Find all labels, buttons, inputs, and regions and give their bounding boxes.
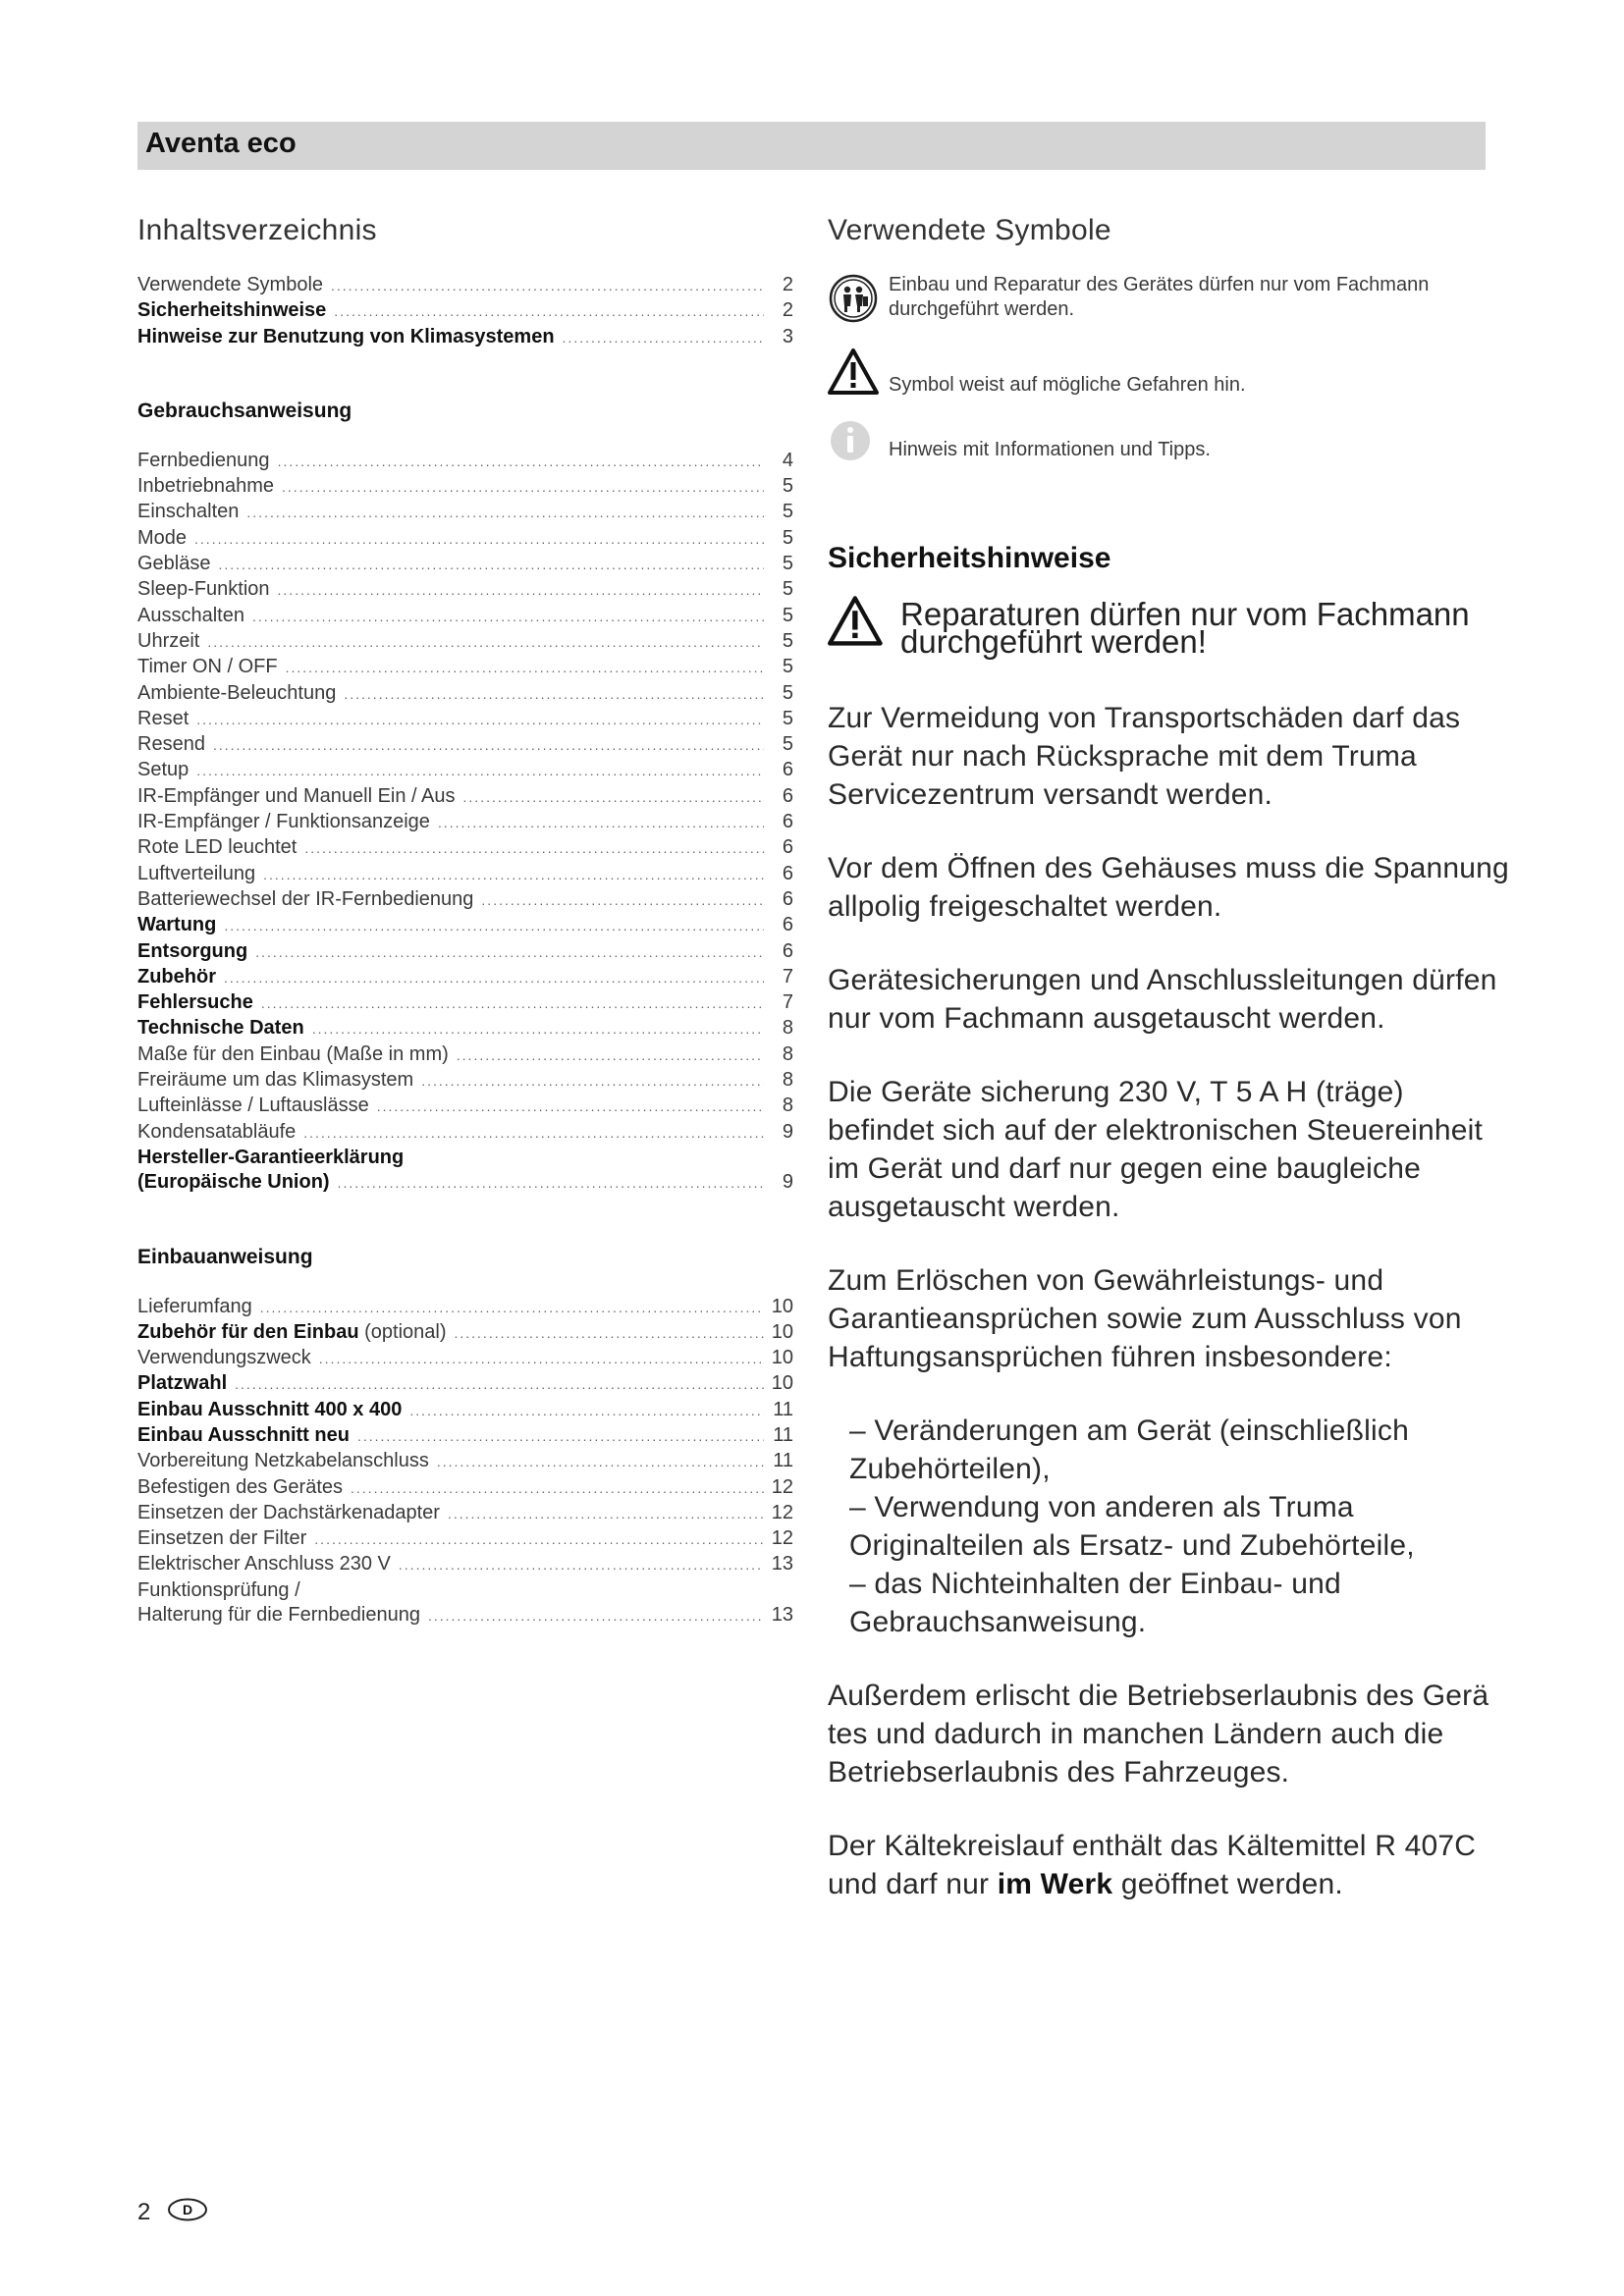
toc-leader: [196, 708, 764, 732]
toc-entry-title: Batteriewechsel der IR-Fernbedienung: [137, 887, 474, 910]
toc-entry[interactable]: [137, 526, 793, 552]
list-item: – das Nichteinhalten der Einbau- und Gebrauchsanweisung.: [849, 1568, 1341, 1638]
toc-entry[interactable]: Halterung für die Fernbedienung ..... 13: [137, 1603, 793, 1629]
toc-entry-title: Fehlersuche: [137, 991, 253, 1014]
toc-entry-page: 8: [782, 1042, 793, 1065]
toc-entry-title: Platzwahl: [137, 1372, 228, 1395]
toc-entry[interactable]: [137, 887, 793, 913]
toc-entry-title: Freiräume um das Klimasystem: [137, 1069, 414, 1092]
toc-entry[interactable]: Funktionsprüfung /: [137, 1578, 300, 1601]
toc-entry-title: Befestigen des Gerätes: [137, 1475, 344, 1498]
list-item: – Verwendung von anderen als Truma Originalteilen als Ersatz- und Zubehörteile,: [849, 1491, 1415, 1562]
toc-entry-page: 11: [773, 1450, 793, 1472]
toc-entry[interactable]: [137, 500, 793, 525]
toc-leader: [377, 1095, 764, 1119]
toc-entry-title: Lieferumfang: [137, 1295, 252, 1317]
toc-entry-title: Mode: [137, 526, 188, 549]
list-item: – Veränderungen am Gerät (einschließlich Zubehörteilen),: [849, 1415, 1409, 1485]
toc-leader: [457, 1043, 764, 1068]
toc-entry-page: 5: [782, 526, 793, 549]
safety-warning-text: Reparaturen dürfen nur vom Fachmann durchgeführt werden!: [900, 596, 1470, 660]
toc-entry-page: 5: [782, 578, 793, 601]
toc-entry[interactable]: [137, 629, 793, 655]
toc-leader: [454, 1321, 763, 1346]
page-footer: [137, 2197, 209, 2227]
symbol-technician: [828, 273, 1515, 328]
toc-entry-title: Verwendungszweck: [137, 1347, 311, 1369]
toc-leader: [314, 1527, 763, 1552]
toc-leader: [344, 682, 764, 707]
toc-leader: [357, 1424, 764, 1449]
toc-leader: [194, 527, 764, 552]
toc-entry-page: 5: [782, 656, 793, 678]
toc-entry-page: 6: [782, 914, 793, 936]
toc-entry[interactable]: [137, 474, 793, 500]
toc-entry[interactable]: [137, 298, 793, 324]
toc-entry-page: 5: [782, 604, 793, 626]
toc-entry-page: 13: [771, 1553, 793, 1575]
toc-entry[interactable]: [137, 990, 793, 1016]
toc-warranty: [137, 1146, 793, 1197]
symbol-technician-text: Einbau und Reparatur des Gerätes dürfen nur vom Fachmann durchgeführt werden.: [889, 274, 1430, 320]
safety-paragraph: Zur Vermeidung von Transportschäden darf das Gerät nur nach Rücksprache mit dem Truma Servicezentrum versandt werden.: [828, 702, 1461, 811]
toc-entry[interactable]: [137, 913, 793, 938]
symbol-warning-text: Symbol weist auf mögliche Gefahren hin.: [889, 374, 1246, 396]
toc-entry-page: 2: [782, 299, 793, 322]
toc-entry[interactable]: [137, 1320, 793, 1346]
toc-entry-page: 6: [782, 939, 793, 962]
toc-entry-page: 8: [782, 1095, 793, 1117]
toc-entry[interactable]: [137, 552, 793, 577]
toc-entry[interactable]: [137, 1094, 793, 1119]
toc-entry-page: 5: [782, 553, 793, 575]
warning-triangle-icon: [828, 593, 887, 652]
toc-entry-page: 12: [771, 1501, 793, 1523]
toc-entry[interactable]: [137, 1042, 793, 1068]
toc-entry-title: Entsorgung: [137, 939, 248, 962]
safety-paragraph: Zum Erlöschen von Gewährleistungs- und Garantieansprüchen sowie zum Ausschluss von Haftungsansprüchen führen insbesondere:: [828, 1264, 1462, 1373]
toc-entry-page: 7: [782, 991, 793, 1014]
toc-entry-title: Einbau Ausschnitt 400 x 400: [137, 1398, 403, 1420]
toc-leader: [255, 940, 764, 965]
svg-text:D: D: [183, 2202, 193, 2217]
toc-leader: [196, 759, 764, 783]
safety-paragraph: Außerdem erlischt die Betriebserlaubnis des Gerä tes und dadurch in manchen Ländern auch die Betriebserlaubnis des Fahrzeuges.: [828, 1680, 1489, 1789]
document-title: Aventa eco: [145, 128, 297, 159]
technician-icon: [828, 273, 883, 328]
toc-leader: [224, 966, 764, 990]
toc-leader: [252, 605, 764, 629]
toc-entry-title: Sicherheitshinweise: [137, 299, 327, 322]
symbol-warning: [828, 346, 1515, 400]
country-code-badge: [166, 2197, 209, 2227]
page-number: 2: [137, 2198, 151, 2225]
toc-leader: [261, 991, 764, 1016]
toc-entry-page: 6: [782, 836, 793, 859]
toc-leader: [282, 475, 764, 500]
toc-entry-title: IR-Empfänger / Funktionsanzeige: [137, 811, 430, 833]
header-bar: [137, 122, 1486, 170]
toc-entry[interactable]: [137, 1016, 793, 1041]
toc-title: Inhaltsverzeichnis: [137, 214, 377, 246]
toc-leader: [263, 863, 764, 887]
toc-leader: [319, 1347, 764, 1371]
safety-warning: [828, 593, 1515, 660]
toc-entry-title: Technische Daten: [137, 1017, 304, 1040]
right-column: [828, 214, 1515, 1939]
toc-leader: [481, 888, 764, 913]
toc-entry-page: 6: [782, 887, 793, 910]
toc-entry[interactable]: [137, 1526, 793, 1552]
toc-entry-title: Zubehör für den Einbau (optional): [137, 1320, 447, 1343]
toc-leader: [399, 1553, 764, 1577]
toc-entry-title: Inbetriebnahme: [137, 475, 274, 498]
toc-entry-page: 11: [773, 1398, 793, 1420]
toc-leader: [438, 811, 764, 835]
toc-entry[interactable]: [137, 1398, 793, 1423]
toc-leader: [304, 836, 764, 861]
toc-entry-page: 5: [782, 681, 793, 704]
toc-entry[interactable]: [137, 1423, 793, 1449]
toc-entry[interactable]: [137, 681, 793, 707]
warning-triangle-icon: [828, 346, 883, 400]
toc-entry-title: Sleep-Funktion: [137, 578, 270, 601]
toc-leader: [334, 299, 764, 324]
toc-entry[interactable]: [137, 835, 793, 861]
toc-entry-page: 5: [782, 629, 793, 652]
toc-leader: [409, 1399, 764, 1423]
toc-entry[interactable]: [137, 758, 793, 783]
toc-install-last: [137, 1578, 793, 1629]
toc-entry-page: 12: [771, 1475, 793, 1498]
toc-intro-list: [137, 273, 793, 350]
toc-leader: [563, 326, 764, 350]
toc-entry-title: Maße für den Einbau (Maße in mm): [137, 1042, 449, 1065]
toc-entry-title: Fernbedienung: [137, 449, 270, 471]
toc-entry[interactable]: [137, 1501, 793, 1526]
toc-entry-page: 6: [782, 784, 793, 807]
toc-entry-page: 3: [782, 325, 793, 347]
toc-entry[interactable]: [137, 732, 793, 758]
toc-entry[interactable]: [137, 273, 793, 298]
toc-entry-title: Hinweise zur Benutzung von Klimasystemen: [137, 325, 555, 347]
toc-entry[interactable]: (Europäische Union) ..... 9: [137, 1170, 793, 1196]
toc-entry-page: 6: [782, 862, 793, 884]
table-of-contents: [137, 214, 793, 1629]
toc-leader: [246, 501, 764, 525]
toc-entry-page: 2: [782, 274, 793, 295]
toc-entry[interactable]: [137, 784, 793, 810]
toc-entry-page: 10: [771, 1295, 793, 1317]
info-icon: [828, 418, 883, 473]
refrigerant-paragraph: Der Kältekreislauf enthält das Kältemittel R 407C und darf nur im Werk geöffnet werden.: [828, 1830, 1477, 1900]
toc-entry[interactable]: [137, 862, 793, 887]
toc-entry-page: 5: [782, 475, 793, 498]
toc-entry[interactable]: [137, 655, 793, 680]
toc-entry[interactable]: [137, 707, 793, 732]
toc-entry[interactable]: [137, 939, 793, 965]
toc-leader: [448, 1502, 764, 1526]
toc-entry[interactable]: [137, 1475, 793, 1501]
toc-entry-page: 10: [771, 1372, 793, 1395]
symbols-title: Verwendete Symbole: [828, 214, 1111, 246]
toc-leader: [351, 1476, 764, 1501]
toc-leader: [428, 1604, 764, 1629]
toc-entry[interactable]: [137, 1295, 793, 1320]
toc-install-heading: Einbauanweisung: [137, 1245, 313, 1268]
toc-usage-list: [137, 449, 793, 1146]
toc-entry-title: Wartung: [137, 914, 217, 936]
toc-leader: [463, 785, 764, 810]
toc-entry-page: 11: [773, 1423, 793, 1446]
toc-entry-page: 8: [782, 1069, 793, 1092]
toc-entry-title: Zubehör: [137, 965, 216, 988]
toc-entry-page: 4: [782, 449, 793, 471]
toc-entry-title: Rote LED leuchtet: [137, 836, 298, 859]
toc-entry-page: 10: [771, 1347, 793, 1369]
symbol-info-text: Hinweis mit Informationen und Tipps.: [889, 439, 1211, 460]
toc-leader: [338, 1171, 764, 1196]
toc-install-list: [137, 1295, 793, 1578]
toc-leader: [437, 1450, 764, 1474]
toc-leader: [213, 733, 764, 758]
toc-entry-page: 5: [782, 733, 793, 756]
toc-leader: [331, 274, 764, 298]
toc-entry-title: Luftverteilung: [137, 862, 256, 884]
toc-leader: [219, 553, 765, 577]
toc-leader: [312, 1017, 764, 1041]
toc-entry-page: 6: [782, 811, 793, 833]
toc-leader: [278, 578, 764, 603]
toc-entry-page: 12: [771, 1527, 793, 1550]
safety-title: Sicherheitshinweise: [828, 542, 1111, 574]
toc-entry-page: 6: [782, 759, 793, 781]
toc-usage-heading: Gebrauchsanweisung: [137, 399, 352, 422]
toc-entry[interactable]: [137, 1371, 793, 1397]
toc-entry[interactable]: [137, 577, 793, 603]
toc-entry-title: Ambiente-Beleuchtung: [137, 681, 337, 704]
toc-entry-page: 5: [782, 707, 793, 729]
toc-entry-title: Vorbereitung Netzkabelanschluss: [137, 1450, 429, 1472]
toc-entry[interactable]: [137, 1449, 793, 1474]
toc-entry-page: 8: [782, 1017, 793, 1040]
toc-entry-title: Elektrischer Anschluss 230 V: [137, 1553, 391, 1575]
toc-leader: [207, 630, 764, 655]
toc-entry-title: Lufteinlässe / Luftauslässe: [137, 1095, 369, 1117]
toc-entry[interactable]: [137, 325, 793, 350]
toc-entry-title: Resend: [137, 733, 205, 756]
toc-entry[interactable]: [137, 449, 793, 474]
toc-entry[interactable]: [137, 810, 793, 835]
toc-leader: [421, 1069, 764, 1094]
toc-entry-title: Gebläse: [137, 553, 211, 575]
toc-entry-title: Einschalten: [137, 501, 240, 523]
toc-leader: [286, 656, 764, 680]
toc-leader: [278, 450, 764, 474]
safety-paragraph: Gerätesicherungen und Anschlussleitungen dürfen nur vom Fachmann ausgetauscht werden.: [828, 964, 1497, 1035]
safety-paragraph: Die Geräte sicherung 230 V, T 5 A H (träge) befindet sich auf der elektronischen Steuereinheit im Gerät und darf nur gegen eine baugleiche ausgetauscht werden.: [828, 1076, 1484, 1223]
toc-leader: [260, 1296, 764, 1320]
toc-leader: [224, 914, 764, 938]
toc-entry-title: IR-Empfänger und Manuell Ein / Aus: [137, 784, 456, 807]
toc-entry[interactable]: Hersteller-Garantieerklärung: [137, 1146, 405, 1168]
toc-entry-title: Verwendete Symbole: [137, 274, 324, 295]
toc-entry-title: Ausschalten: [137, 604, 244, 626]
toc-entry-page: 10: [771, 1320, 793, 1343]
toc-entry-page: 5: [782, 501, 793, 523]
toc-entry-page: 9: [782, 1120, 793, 1143]
toc-entry-title: Timer ON / OFF: [137, 656, 278, 678]
toc-entry-title: Reset: [137, 707, 189, 729]
toc-entry-page: 7: [782, 965, 793, 988]
toc-entry[interactable]: [137, 1552, 793, 1577]
toc-entry-title: Uhrzeit: [137, 629, 200, 652]
symbol-info: [828, 418, 1515, 473]
toc-entry[interactable]: [137, 1346, 793, 1371]
toc-entry-title: Kondensatabläufe: [137, 1120, 297, 1143]
toc-entry[interactable]: [137, 1120, 793, 1146]
toc-leader: [303, 1121, 764, 1146]
toc-entry-title: Einbau Ausschnitt neu: [137, 1423, 350, 1446]
safety-paragraph: Vor dem Öffnen des Gehäuses muss die Spannung allpolig freigeschaltet werden.: [828, 852, 1509, 923]
toc-entry[interactable]: [137, 1068, 793, 1094]
toc-entry-title: Setup: [137, 759, 189, 781]
toc-entry[interactable]: [137, 604, 793, 629]
toc-leader: [235, 1372, 764, 1397]
toc-entry[interactable]: [137, 965, 793, 990]
toc-entry-title: Einsetzen der Dachstärkenadapter: [137, 1501, 440, 1523]
toc-entry-title: Einsetzen der Filter: [137, 1527, 307, 1550]
safety-exclusion-list: [849, 1412, 1515, 1641]
